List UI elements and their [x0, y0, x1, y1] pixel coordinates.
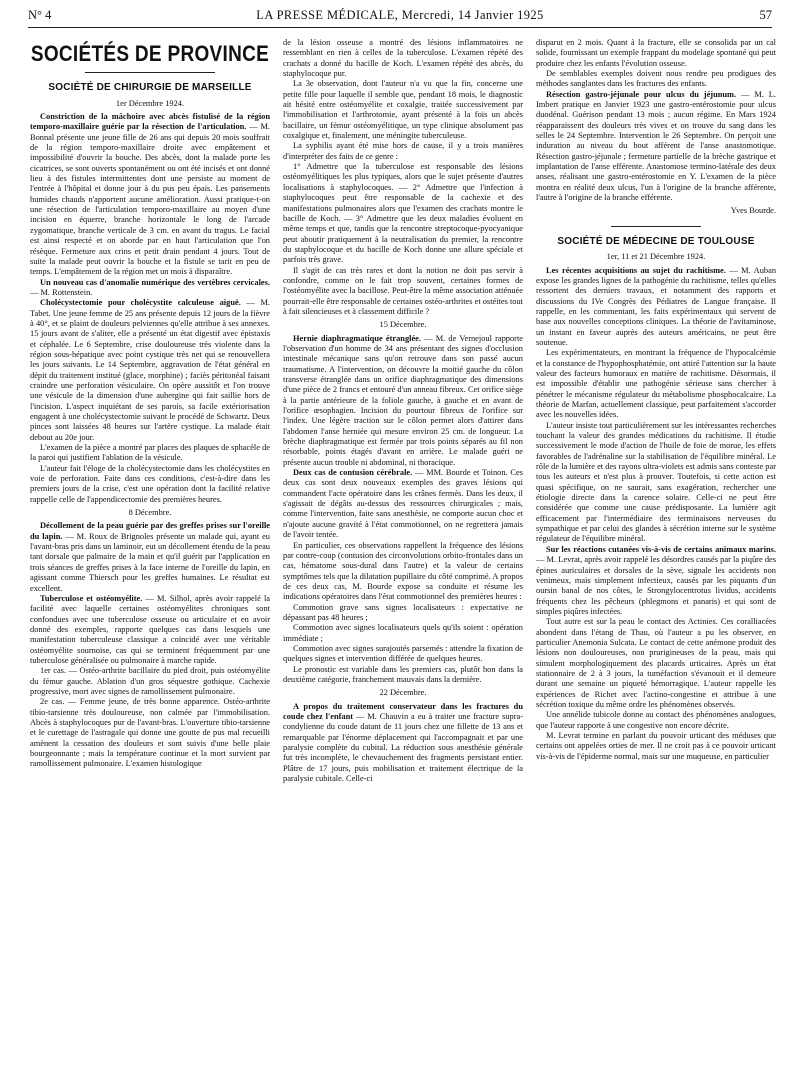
article-paragraph: Résection gastro-jéjunale pour ulcus du jéjunum. — M. L. Imbert pratique en Janvier 1923 une gastro-entérostomie pour ulcus duodénal. Guérison pendant 13 mois ; aucun régime. En Mars 1924 réapparaissent des douleurs très vives et on trouve du sang dans les selles le 24 Septembre. Intervention le 26 Septembre. On perçoit une induration au niveau du bout afférent de l'anse anastomotique. Résection gastro-jéjunale ; fermeture partielle de la brèche gastrique et implantation de l'anse efférente. Anastomose termino-latérale des deux anses, réalisant une gastro-entérostomie en Y. L'examen de la pièce montra en réalité deux ulcus, l'un à l'origine de la branche afférente, l'autre à l'origine de la branche efférente.: [536, 89, 776, 203]
journal-title: LA PRESSE MÉDICALE, Mercredi, 14 Janvier 1925: [256, 8, 544, 22]
article-paragraph: M. Levrat termine en parlant du pouvoir urticant des méduses que certains ont appelées orties de mer. Il ne croit pas à ce pouvoir urticant vis-à-vis de l'épiderme normal, mais sur une muqueuse, en particulier: [536, 731, 776, 761]
article-paragraph: Les récentes acquisitions au sujet du rachitisme. — M. Auban expose les grandes lignes de la pathogénie du rachitisme, telles qu'elles ressortent des derniers travaux, et notamment des rapports et discussions du IVe Congrès des Pédiatres de Langue française. Il rappelle, en les commentant, les faits expérimentaux qui servent de base aux nouvelles conceptions cliniques. La théorie de l'avitaminose, un instant en faveur auprès des auteurs américains, ne peut être soutenue.: [536, 265, 776, 347]
article-paragraph: Une annélide tubicole donne au contact des phénomènes analogues, que l'auteur rapporte à une congestive non encore décrite.: [536, 710, 776, 730]
column-3: [536, 38, 776, 1074]
article-paragraph: Sur les réactions cutanées vis-à-vis de certains animaux marins. — M. Levrat, après avoir rappelé les désordres causés par la piqûre des épines auriculaires et dorsales de la sève, signale les accidents non venimeux, mais simplement infectieux, causés par les piquants d'un oursin banal de nos côtes, le Strongylocentrotus lividus, accidents fréquents chez les pêcheurs (phlegmons et panaris) et qui sont de simples piqûres infectées.: [536, 544, 776, 616]
article-paragraph: Le pronostic est variable dans les premiers cas, plutôt bon dans la deuxième catégorie, franchement mauvais dans la dernière.: [283, 664, 523, 684]
article-title: Les récentes acquisitions au sujet du rachitisme.: [546, 265, 726, 275]
article-paragraph: A propos du traitement conservateur dans les fractures du coude chez l'enfant — M. Chauvin a eu à traiter une fracture supra-condylienne du coude datant de 11 jours chez une fillette de 13 ans et remarquable par l'énorme déplacement qui l'accompagnait et par une paralysie complète du cubital. La réduction sous anesthésie générale fut très incomplète, le chevauchement des fragments persistant entier. Plâtre de 17 jours, puis mobilisation et traitement électrique de la paralysie cubitale. Celle-ci: [283, 701, 523, 784]
section-divider: [611, 226, 701, 227]
title-divider: [85, 72, 215, 73]
article-paragraph: L'auteur fait l'éloge de la cholécystectomie dans les cholécystites en voie de perforation. Faite dans ces conditions, c'est-à-dire dans les premiers jours de la crise, c'est une opération dont la facilité relative rappelle celle de l'appendicectomie des premières heures.: [30, 463, 270, 504]
running-header: [28, 8, 772, 28]
article-paragraph: disparut en 2 mois. Quant à la fracture, elle se consolida par un cal solide, fournissant un exemple frappant du modelage spontané qui peut produire chez les enfants l'évolution osseuse.: [536, 38, 776, 68]
article-paragraph: La 3e observation, dont l'auteur n'a vu que la fin, concerne une petite fille pour laquelle il semble que, pendant 18 mois, le diagnostic ait hésité entre ostéomyélite et coxalgie, traitée successivement par l'immobilisation et l'arthrotomie, ayant présenté à la fois un abcès bacillaire, un fémur ostéomyélitique, un type clinique absolument pas coxalgique et, finalement, une méningite tuberculeuse.: [283, 79, 523, 141]
header-rule: [28, 27, 772, 28]
author-signature: Yves Bourde.: [730, 205, 776, 215]
session-date: 15 Décembre.: [379, 320, 427, 330]
session-date: 8 Décembre.: [128, 508, 172, 518]
article-paragraph: Tout autre est sur la peau le contact des Actinies. Ces coralliacées abondent dans l'étang de Thau, où l'auteur a pu les observer, en particulier Anemonia Sulcata. Le contact de cette anémone produit des lésions non douloureuses, non prurigineuses de la peau, mais qui simulent morphologiquement des placards urticaires. Après un état stationnaire de 2 à 3 jours, la tuméfaction s'évanouit et il demeure durant une semaine un piqueté hémorragique. L'auteur rappelle les expériences de Richet avec l'actino-congestine et attribue à une sécrétion toxique du même ordre les phénomènes observés.: [536, 617, 776, 709]
article-title: Hernie diaphragmatique étranglée.: [293, 333, 421, 343]
article-title: A propos du traitement conservateur dans les fractures du coude chez l'enfant: [283, 701, 523, 721]
article-paragraph: 2e cas. — Femme jeune, de très bonne apparence. Ostéo-arthrite tibio-tarsienne très douloureuse, non calmée par l'immobilisation. Abcès à staphylocoques pur de l'avant-bras. L'ouverture tibio-tarsienne et le curettage de l'astragale qui donne une goutte de pus mal recueilli amènent la cessation des douleurs et sont suivis d'une belle plaie bourgeonnante ; mais la température continue et la mort survient par ramollissement pulmonaire. L'examen histologique: [30, 697, 270, 769]
article-paragraph: Commotion avec signes localisateurs quels qu'ils soient : opération immédiate ;: [283, 623, 523, 643]
article-paragraph: Il s'agit de cas très rares et dont la notion ne doit pas servir à confondre, comme on le fait trop souvent, certaines formes de l'ostéomyélite avec la bacillose. Peut-être la même association atténuée pourrait-elle être responsable de certaines ostéo-arthrites et ostéites tout à fait silencieuses et à classement difficile ?: [283, 265, 523, 316]
issue-number: N° 4: [28, 8, 52, 22]
article-paragraph: Hernie diaphragmatique étranglée. — M. de Vernejoul rapporte l'observation d'un homme de 34 ans présentant des signes d'occlusion intestinale mécanique sans qu'on retrouve dans son passé aucun traumatisme. A l'intervention, on découvre la moitié gauche du côlon transverse étranglée dans un orifice diaphragmatique des dimensions d'une pièce de 2 francs et entouré d'un anneau fibreux. Cet orifice siège à la partie antérieure de la foliole gauche, à gauche et en avant de l'orifice œsophagien. Incision du pourtour fibreux de l'orifice sur l'index. Une légère traction sur le côlon permet alors d'attirer dans l'abdomen l'anse herniée qui mesure environ 25 cm. de longueur. La brèche diaphragmatique est fermée par trois points séparés au fil non résorbable, points étagés d'avant en arrière. Le malade guéri ne présente aucun trouble ni abdominal, ni thoracique.: [283, 333, 523, 467]
article-paragraph: Tuberculose et ostéomyélite. — M. Silhol, après avoir rappelé la facilité avec laquelle certaines ostéomyélites chroniques sont confondues avec une tuberculose osseuse ou articulaire et en avoir donné des exemples, rapporte quelques cas dans lesquels une manifestation tuberculeuse classique a coïncidé avec une véritable ostéomyélite sournoise, cas qui se terminent fréquemment par une tuberculose généralisée ou pulmonaire à marche rapide.: [30, 593, 270, 665]
article-title: Un nouveau cas d'anomalie numérique des vertèbres cervicales.: [40, 277, 270, 287]
session-date: 22 Décembre.: [379, 688, 427, 698]
article-title: Résection gastro-jéjunale pour ulcus du jéjunum.: [546, 89, 737, 99]
article-paragraph: Constriction de la mâchoire avec abcès fistulisé de la région temporo-maxillaire guérie par la résection de l'articulation. — M. Bonnal présente une jeune fille de 26 ans qui depuis 20 mois souffrait de la région temporo-maxillaire droite avec empâtement et impossibilité d'ouvrir la bouche. Des abcès, dont la malade porte les cicatrices, se sont ouverts spontanément ou ont été incisés et ont donné lieu à des fistules intermittentes dont une persiste au moment de l'entrée à l'hôpital et donne jour à du pus peu épais. Les pansements humides chauds n'apportent aucune amélioration. Aussi pratique-t-on une résection de l'articulation temporo-maxillaire au moyen d'une incision en équerre, branche horizontale le long de l'arcade zygomatique, branche verticale de 3 cm. en avant du tragus. Le facial est ainsi respecté et on aborde par en haut l'articulation que l'on résèque. Fermeture aux crins et petit drain pendant 4 jours. Tout de suite la malade peut ouvrir la bouche et la fistule se tarit en peu de temps. L'empâtement de la région met un mois à disparaître.: [30, 112, 270, 277]
article-paragraph: de la lésion osseuse a montré des lésions inflammatoires ne ressemblant en rien à celles de la tuberculose. L'examen répété des crachats a donné du bacille de Koch. L'examen répété des abcès, du staphylocoque pur.: [283, 38, 523, 79]
article-paragraph: De semblables exemples doivent nous rendre peu prodigues des méthodes sanglantes dans les fractures des enfants.: [536, 69, 776, 89]
article-paragraph: Commotion avec signes surajoutés parsemés : attendre la fixation de quelques signes et intervention différée de quelques heures.: [283, 643, 523, 664]
article-paragraph: Commotion grave sans signes localisateurs : expectative ne dépassant pas 48 heures ;: [283, 602, 523, 622]
society-marseille: SOCIÉTÉ DE CHIRURGIE DE MARSEILLE: [48, 82, 252, 94]
page-number: 57: [759, 8, 772, 22]
article-title: Décollement de la peau guérie par des greffes prises sur l'oreille du lapin.: [30, 521, 270, 541]
article-paragraph: L'examen de la pièce a montré par places des plaques de sphacèle de la paroi qui justifient l'ablation de la vésicule.: [30, 443, 270, 463]
section-title: SOCIÉTÉS DE PROVINCE: [30, 42, 270, 67]
column-2: [283, 38, 523, 1074]
article-title: Cholécystectomie pour cholécystite calculeuse aiguë.: [40, 298, 241, 308]
article-title: Tuberculose et ostéomyélite.: [40, 593, 143, 603]
society-toulouse: SOCIÉTÉ DE MÉDECINE DE TOULOUSE: [557, 235, 755, 247]
article-paragraph: Un nouveau cas d'anomalie numérique des vertèbres cervicales. — M. Rottenstein.: [30, 277, 270, 297]
article-paragraph: En particulier, ces observations rappellent la fréquence des lésions par contre-coup (contusion des circonvolutions orbito-frontales dans un cas, hématome sous-dural dans l'autre) et la valeur de certains symptômes tels que la dilatation pupillaire du côté comprimé. A propos de ces deux cas, M. Bourde expose sa conduite et résume les indications opératoires dans l'état commotionnel des premières heures :: [283, 540, 523, 602]
article-title: Constriction de la mâchoire avec abcès fistulisé de la région temporo-maxillaire guérie par la résection de l'articulation.: [30, 112, 270, 132]
column-1: [30, 38, 270, 1074]
article-paragraph: Cholécystectomie pour cholécystite calculeuse aiguë. — M. Tabet. Une jeune femme de 25 ans présente depuis 12 jours de la fièvre à 40°, et se plaint de douleurs pelviennes qu'elle attribue à ses annexes. 15 jours avant de s'aliter, elle a présenté un état digestif avec épistaxis et céphalée. Le 6 Septembre, crise douloureuse très violente dans la région sous-hépatique avec point cystique très net qui se renouvellera les jours suivants. Le 14 Septembre, aggravation de l'état général en dépit du traitement institué (glace, morphine) ; faciès péritonéal faisant craindre une perforation vésiculaire. On opère aussitôt et l'on trouve une vésicule de la dimension d'une aubergine qui fait saillie hors de l'incision. L'aspect inquiétant de ses parois, sa facile extériorisation engagent à une cholécystectomie suivant le procédé de Schwartz. Deux pinces sont laissées 48 heures sur l'artère cystique. La malade était debout au 20e jour.: [30, 298, 270, 442]
article-paragraph: L'auteur insiste tout particulièrement sur les intéressantes recherches touchant la valeur des grandes médications du rachitisme. Il étudie successivement le mode d'action de l'huile de foie de morue, les effets favorables de l'adrénaline sur la stabilisation de l'équilibre minéral. Le rôle de la lumière et des rayons ultra-violets est admis sans conteste par tous les auteurs et n'est plus à prouver. Toutefois, si cette action est quasi spécifique, on ne saurait, sans exagération, rechercher une étiologie directe dans la carence solaire. Celle-ci ne peut être considérée que comme une cause prédisposante. La lumière agit efficacement par l'intermédiaire des terminaisons nerveuses du sympathique et par celui des glandes à sécrétion interne sur le système régulateur de l'équilibre minéral.: [536, 420, 776, 544]
article-paragraph: La syphilis ayant été mise hors de cause, il y a trois manières d'interpréter des faits de ce genre :: [283, 141, 523, 161]
article-title: Deux cas de contusion cérébrale.: [293, 468, 413, 478]
session-date: 1er, 11 et 21 Décembre 1924.: [606, 252, 706, 262]
article-paragraph: 1° Admettre que la tuberculose est responsable des lésions ostéomyélitiques les plus typiques, alors que le sujet présente d'autres localisations à staphylocoques. — 2° Admettre que l'infection à staphylocoques peut être responsable de la cachexie et des manifestations pulmonaires alors que l'examen des crachats montre le bacille de Koch. — 3° Admettre que les deux maladies évoluent en même temps et que, tandis que la rencontre streptocoque-pyocyanique peut aboutir pratiquement à la neutralisation du premier, la rencontre du staphylocoque et du bacille de Koch donne une allure spéciale et parfois très grave.: [283, 162, 523, 265]
article-paragraph: 1er cas. — Ostéo-arthrite bacillaire du pied droit, puis ostéomyélite du fémur gauche. Ablation d'un gros séquestre gothique. Cachexie progressive, mort avec signes de ramollissement pulmonaire.: [30, 666, 270, 696]
article-paragraph: Deux cas de contusion cérébrale. — MM. Bourde et Toinon. Ces deux cas sont deux nouveaux exemples des graves lésions qui commandent l'acte opératoire dans les crânes fermés. Dans les deux, il s'agissait de dégâts au-dessus des ressources chirurgicales ; mais, comme l'intervention, faite sans anesthésie, ne comporte aucun choc et n'ajoute aucune gravité à l'état commotionnel, on ne regrettera jamais de l'avoir tentée.: [283, 468, 523, 540]
article-paragraph: Les expérimentateurs, en montrant la fréquence de l'hypocalcémie et la constance de l'hypophosphatémie, ont attiré l'attention sur la haute valeur des facteurs humoraux en matière de rachitisme. Désormais, il est impossible d'établir une pathogénie sérieuse sans chercher à pénétrer le mécanisme régulateur du métabolisme phosphocalcaire. La théorie de Marfan, actuellement classique, peut parfaitement s'accorder avec les nouvelles idées.: [536, 348, 776, 420]
article-title: Sur les réactions cutanées vis-à-vis de certains animaux marins.: [546, 544, 776, 554]
session-date: 1er Décembre 1924.: [115, 98, 185, 108]
article-paragraph: Décollement de la peau guérie par des greffes prises sur l'oreille du lapin. — M. Roux de Brignoles présente un malade qui, ayant eu l'avant-bras pris dans un laminoir, eut un décollement étendu de la peau tant dorsale que palmaire de la main et qu'il guérit par l'application en trois séances de greffes prises à la face interne de l'oreille du lapin, en agissant comme Thiersch pour les greffes humaines. Le résultat est excellent.: [30, 521, 270, 593]
